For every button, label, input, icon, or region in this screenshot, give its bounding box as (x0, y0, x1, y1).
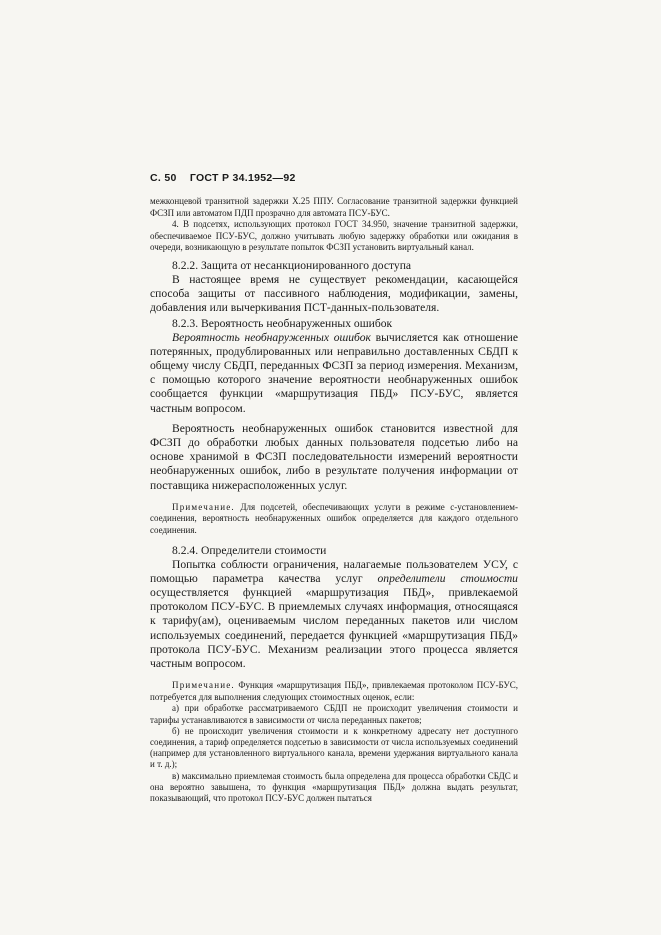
note-text: Функция «маршрутизация ПБД», привлекаемая протоколом ПСУ-БУС, потребуется для выполнения следующих стоимостных оценок, если: (150, 680, 518, 702)
section-8-2-3-para2: Вероятность необнаруженных ошибок становится известной для ФСЗП до обработки любых данных пользователя подсетью либо на основе хранимой в ФСЗП последовательности измерений вероятности необнаруженных ошибок, либо в результате получения информации от поставщика нижерасположенных услуг. (150, 421, 518, 492)
note-item-a: а) при обработке рассматриваемого СБДП не происходит увеличения стоимости и тарифы устанавливаются в зависимости от числа переданных пакетов; (150, 703, 518, 725)
note-label: Примечание. (172, 680, 235, 691)
standard-code: ГОСТ Р 34.1952—92 (189, 172, 296, 184)
section-8-2-3-heading: 8.2.3. Вероятность необнаруженных ошибок (172, 316, 393, 330)
para1-text: вычисляется как отношение потерянных, продублированных или неправильно доставленных СБДП к общему числу СБДП, переданных ФСЗП за период измерения. Механизм, с помощью которого значение вероятности необнаруженных ошибок сообщается функции «маршрутизация ПБД» ПСУ-БУС, является частным вопросом. (150, 330, 518, 415)
section-8-2-3-para1 (150, 331, 518, 416)
intro-continuation: межконцевой транзитной задержки Х.25 ППУ. Согласование транзитной задержки функцией ФСЗП или автоматом ПДП прозрачно для автомата ПСУ-БУС. (150, 196, 518, 218)
note-text: Для подсетей, обеспечивающих услуги в режиме с-установлением-соединения, вероятность необнаруженных ошибок определяется для каждого отдельного соединения. (150, 501, 518, 535)
note-4: 4. В подсетях, использующих протокол ГОСТ 34.950, значение транзитной задержки, обеспечиваемое ПСУ-БУС, должно учитывать любую задержку обработки или ожидания в очереди, возникающую в результате попыток ФСЗП установить виртуальный канал. (150, 219, 518, 253)
page-header (150, 172, 518, 184)
section-8-2-2-heading: 8.2.2. Защита от несанкционированного доступа (172, 258, 412, 272)
text-a: Попытка соблюсти ограничения, налагаемые пользователем УСУ, с помощью параметра качества услуг (150, 557, 518, 585)
text-b: осуществляется функцией «маршрутизация ПБД», привлекаемой протоколом ПСУ-БУС. В приемлемых случаях информация, относящаяся к тарифу(ам), оцениваемым числом переданных пакетов или числом используемых соединений, передается функцией «маршрутизация ПБД» протокола ПСУ-БУС. Механизм реализации этого процесса является частным вопросом. (150, 586, 518, 671)
section-8-2-2-text: В настоящее время не существует рекомендации, касающейся способа защиты от пассивного наблюдения, модификации, замены, добавления или вычеркивания ПСТ-данных-пользователя. (150, 272, 518, 315)
page-number: С. 50 (150, 172, 177, 184)
note-item-c: в) максимально приемлемая стоимость была определена для процесса обработки СБДС и она вероятно завышена, то функция «маршрутизация ПБД» должна выдать результат, показывающий, что протокол ПСУ-БУС должен пытаться (150, 770, 518, 804)
term-undetected-errors: Вероятность необнаруженных ошибок (172, 330, 371, 344)
section-8-2-4-text (150, 558, 518, 672)
term-cost-determinants: определители стоимости (377, 571, 518, 585)
section-8-2-4-note (150, 680, 518, 703)
document-page (150, 172, 518, 804)
section-8-2-4-heading: 8.2.4. Определители стоимости (172, 543, 327, 557)
note-label: Примечание. (172, 501, 235, 512)
section-8-2-3-note (150, 502, 518, 537)
note-item-b: б) не происходит увеличения стоимости и к конкретному адресату нет доступного соединения, а тариф определяется подсетью в зависимости от числа используемых соединений (например для установленного виртуального канала, времени удержания виртуального канала и т. д.); (150, 725, 518, 770)
